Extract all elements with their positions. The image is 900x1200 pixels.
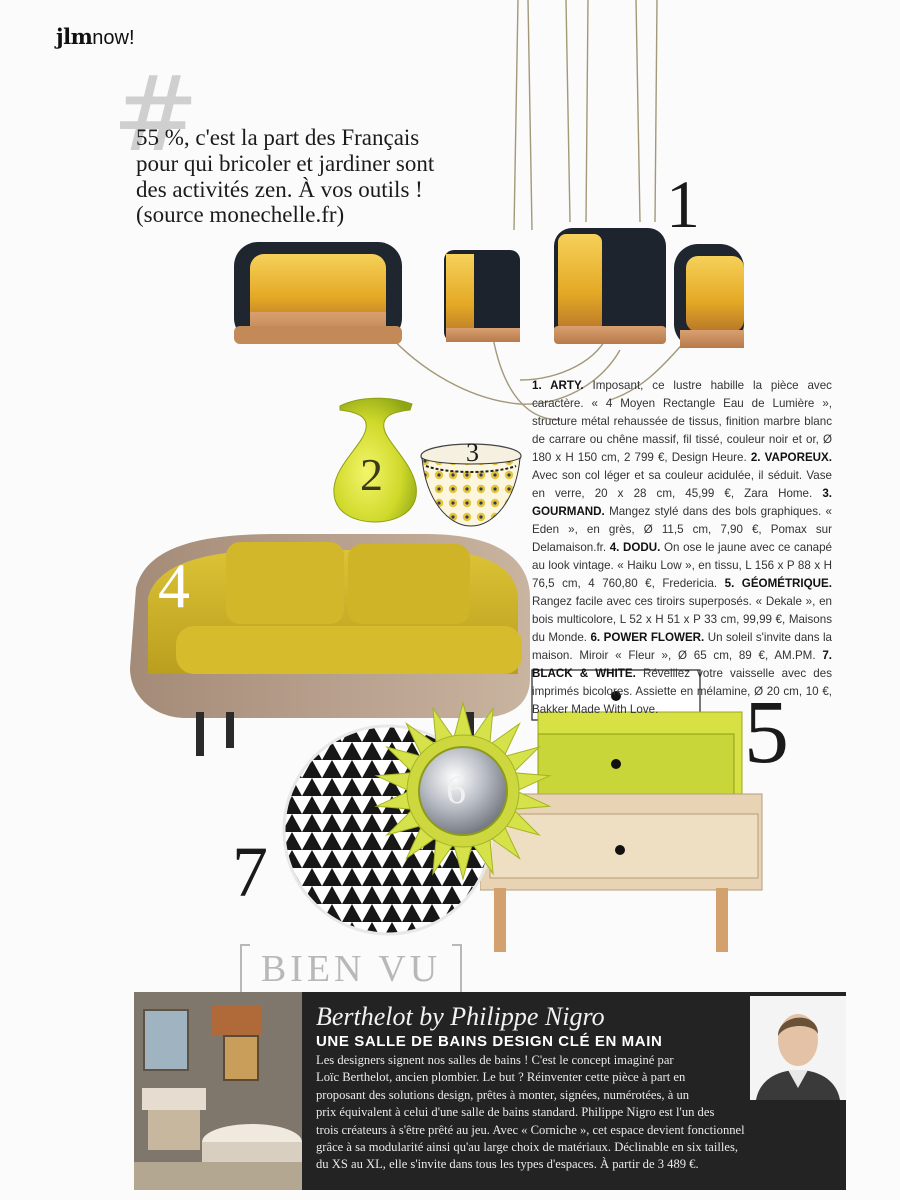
feature-line: grâce à sa modularité ainsi qu'au large choix de matériaux. Déclinable en six tailles, [316, 1140, 739, 1155]
numeral-2: 2 [360, 449, 383, 500]
bien-vu-text: BIEN VU [260, 948, 442, 990]
hashtag-mark: # [112, 53, 200, 175]
feature-box [134, 992, 846, 1190]
product-text: On ose le jaune avec ce canapé au look vintage. « Haiku Low », en tissu, L 156 x P 88 x H 76,5 cm, 4 760,80 €, Fredericia. [532, 541, 833, 590]
product-label: 6. POWER FLOWER. [590, 631, 705, 644]
feature-line: trois créateurs à s'être prêté au jeu. Avec « Corniche », cet espace devient fonctionnel [316, 1122, 745, 1137]
numeral-3: 3 [466, 438, 479, 467]
brand-bold: jlm [56, 24, 93, 49]
portrait-illustration [750, 996, 846, 1100]
bracket-left [240, 944, 250, 994]
lamp-a [234, 242, 402, 344]
product-text: Mangez stylé dans des bols graphiques. « Eden », en grès, Ø 11,5 cm, 7,90 €, Pomax sur Delamaison.fr. [532, 505, 832, 554]
product-text: Avec son col léger et sa couleur acidulée, il séduit. Vase en verre, 20 x 28 cm, 45,99 €, Zara Home. [532, 469, 832, 500]
feature-body [316, 1052, 746, 1174]
feature-line: Loïc Berthelot, ancien plombier. Le but ? Réinventer cette pièce à part en [316, 1070, 686, 1085]
bien-vu-label [240, 944, 462, 992]
brand-rest: now! [92, 27, 135, 49]
numeral-7: 7 [232, 832, 268, 912]
numeral-6: 6 [446, 767, 466, 812]
feature-line: prix équivalent à celui d'une salle de bains standard. Philippe Nigro est l'un des [316, 1105, 715, 1120]
feature-title: Berthelot by Philippe Nigro [316, 1002, 605, 1031]
product-label: 2. VAPOREUX. [750, 451, 833, 464]
bracket-right [452, 944, 462, 994]
feature-line: Les designers signent nos salles de bains ! C'est le concept imaginé par [316, 1053, 674, 1067]
quote-line: 55 %, c'est la part des Français [136, 125, 420, 150]
quote-block [136, 125, 496, 228]
numeral-1: 1 [666, 166, 700, 242]
product-descriptions [532, 377, 832, 719]
bathroom-illustration [134, 992, 302, 1190]
quote-line: des activités zen. À vos outils ! [136, 176, 423, 202]
lamp-b [444, 250, 520, 342]
product-label: 3. GOURMAND. [532, 487, 832, 518]
numeral-4: 4 [158, 550, 190, 621]
numeral-5: 5 [744, 683, 789, 782]
quote-line: pour qui bricoler et jardiner sont [136, 150, 435, 176]
lamp-c [554, 228, 666, 344]
product-text: Imposant, ce lustre habille la pièce avec caractère. « 4 Moyen Rectangle Eau de Lumière », structure métal rehaussée de tissus, finition marbre blanc de carrare ou chêne massif, fil tissé, couleur noir et or, Ø 180 x H 150 cm, 2 799 €, Design Heure. [532, 379, 832, 464]
product-text: Réveillez votre vaisselle avec des imprimés bicolores. Assiette en mélamine, Ø 20 cm, 10 €, Bakker Made With Love. [532, 667, 832, 716]
feature-line: proposant des solutions design, prêtes à monter, signées, numérotées, à un [316, 1087, 690, 1102]
designer-portrait [750, 996, 846, 1100]
feature-subtitle: UNE SALLE DE BAINS DESIGN CLÉ EN MAIN [316, 1033, 663, 1050]
feature-line: du XS au XL, elle s'invite dans tous les types d'espaces. À partir de 3 489 €. [316, 1157, 699, 1172]
product-label: 7. BLACK & WHITE. [532, 649, 832, 680]
lamp-d [674, 244, 744, 348]
bathroom-photo [134, 992, 302, 1190]
product-text: Rangez facile avec ces tiroirs superposés. « Dekale », en bois multicolore, L 52 x H 51 x P 33 cm, 99,99 €, Maisons du Monde. [532, 595, 832, 644]
product-label: 5. GÉOMÉTRIQUE. [724, 577, 832, 590]
quote-line: (source monechelle.fr) [136, 202, 345, 228]
product-label: 1. ARTY. [532, 379, 584, 392]
product-label: 4. DODU. [609, 541, 661, 554]
product-text: Un soleil s'invite dans la maison. Miroir « Fleur », Ø 65 cm, 89 €, AM.PM. [532, 631, 832, 662]
